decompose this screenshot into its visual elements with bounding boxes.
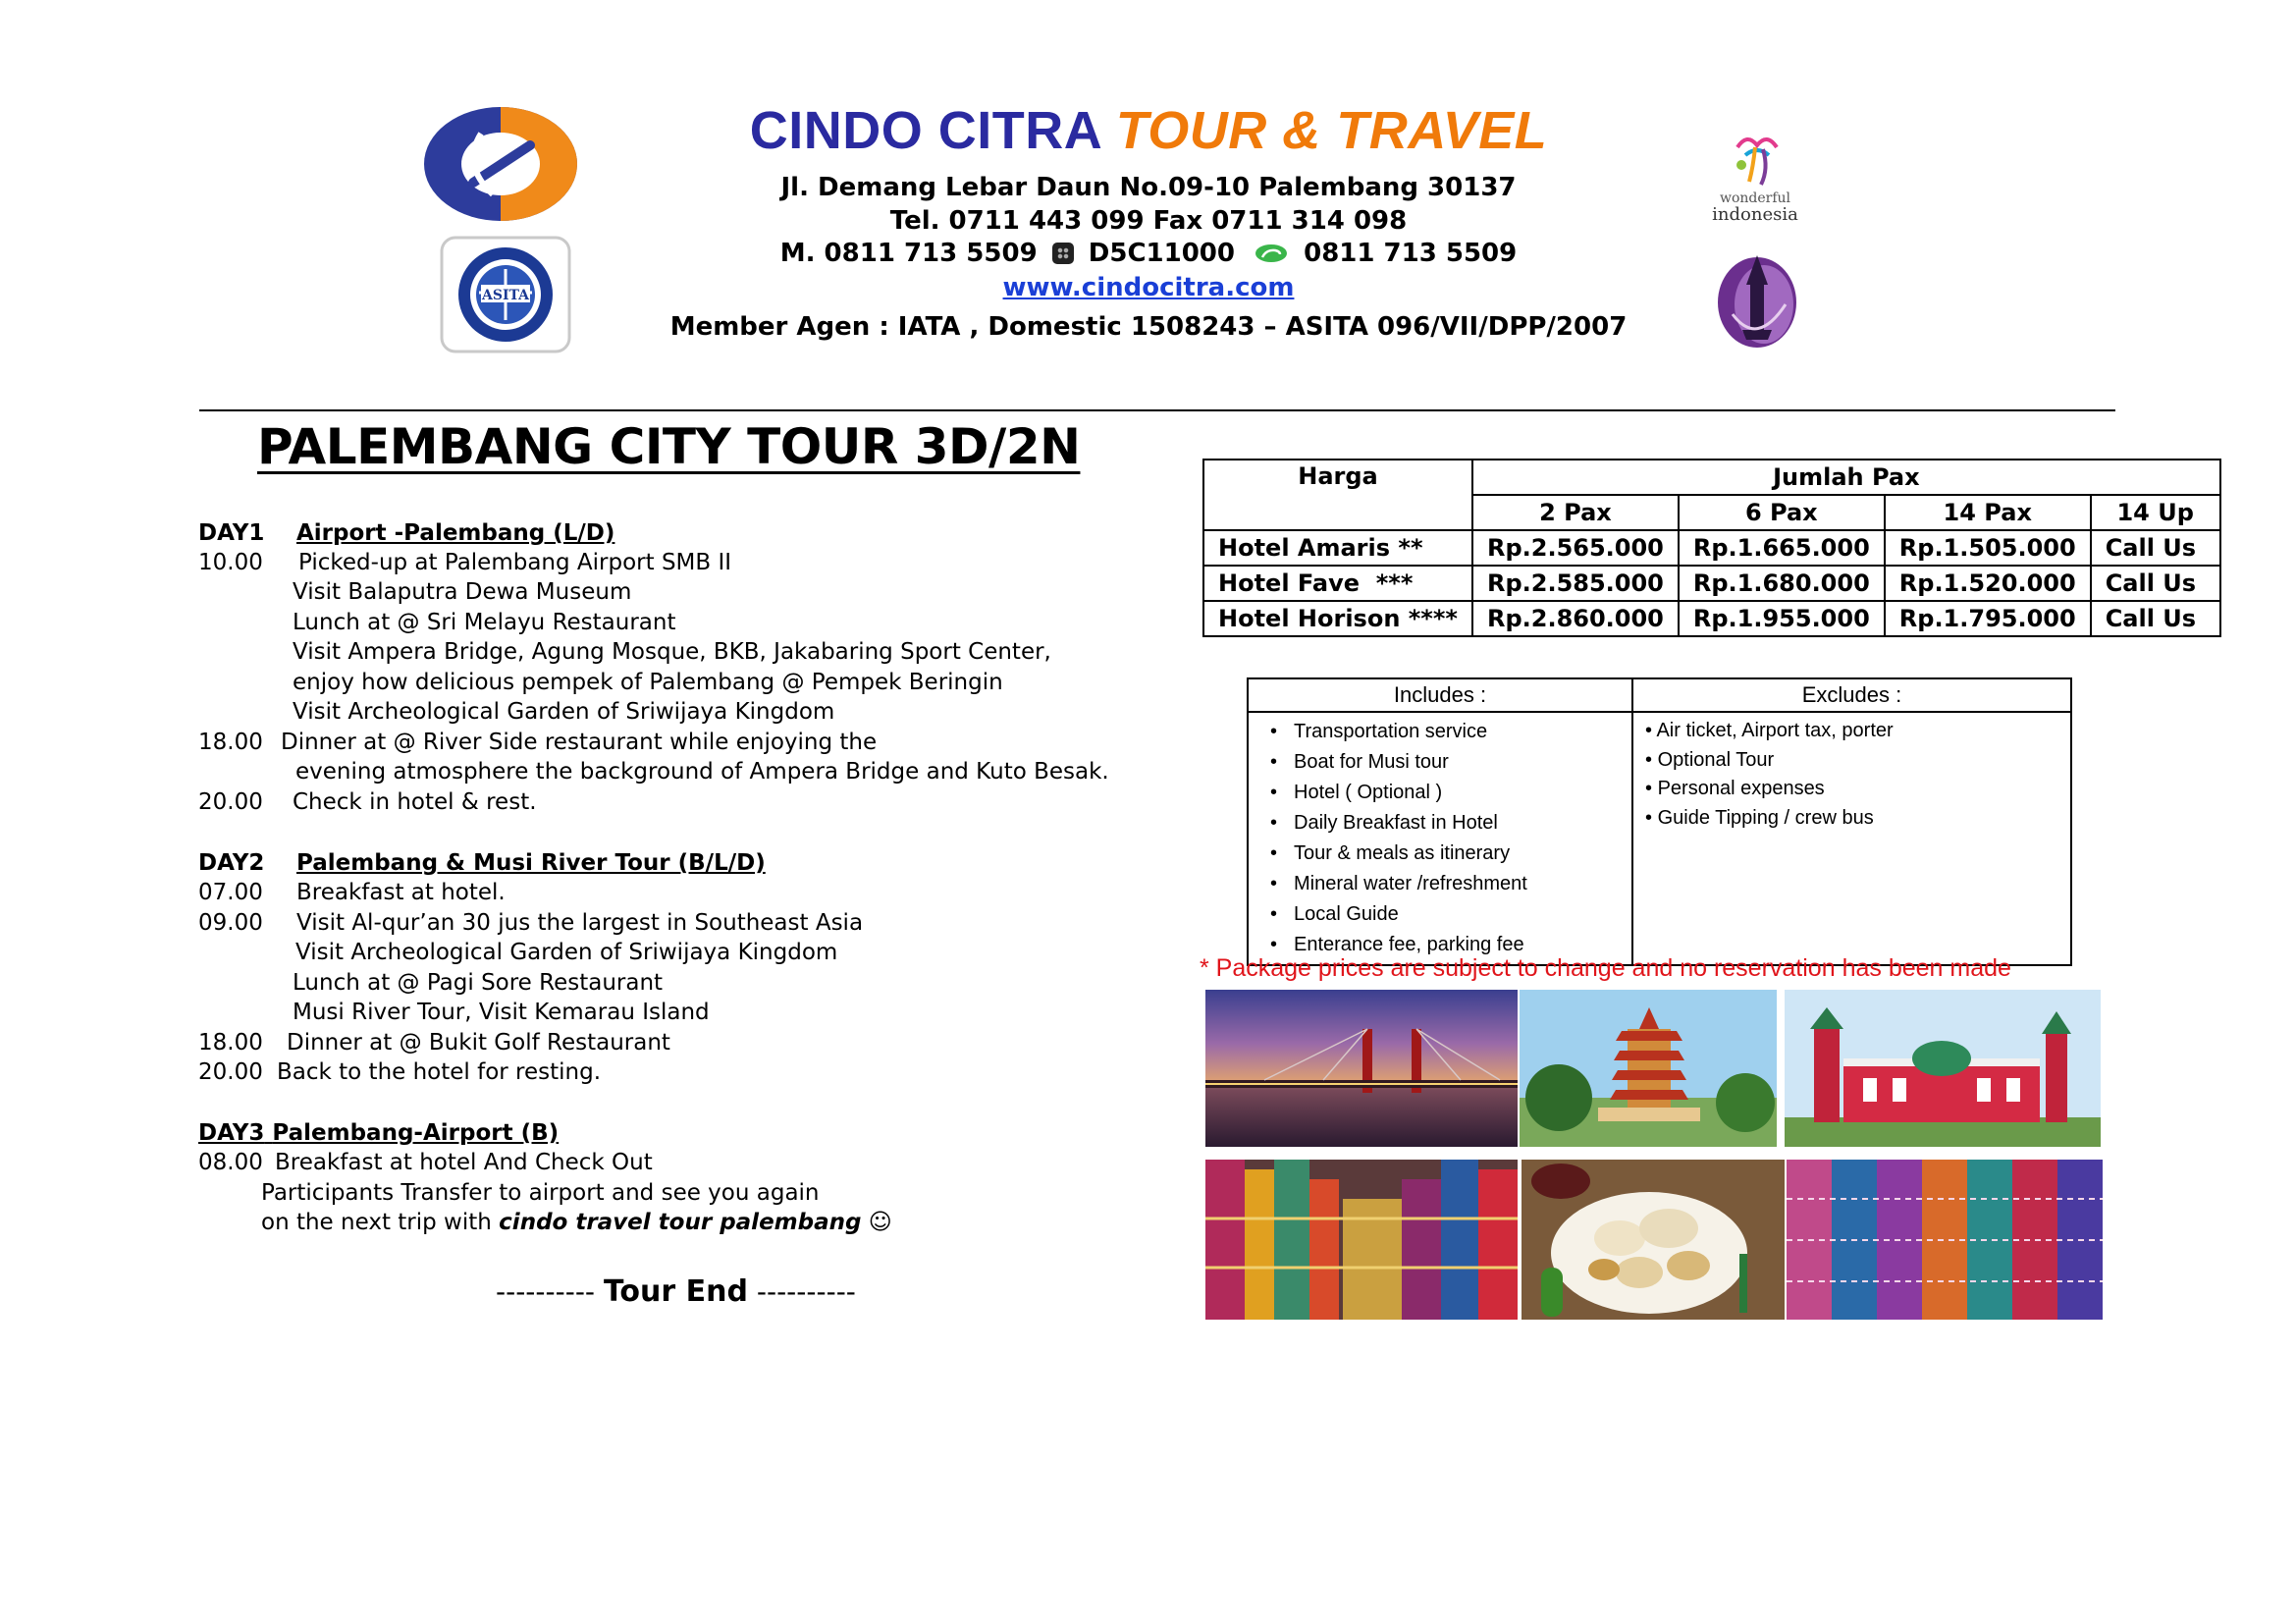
includes-header: Includes : xyxy=(1248,678,1632,712)
pax-header: 6 Pax xyxy=(1679,495,1885,530)
list-item: • Enterance fee, parking fee xyxy=(1270,934,1524,955)
whatsapp-icon xyxy=(1254,243,1289,264)
company-name xyxy=(667,100,1629,161)
price-cell: Rp.1.520.000 xyxy=(1885,566,2091,601)
itinerary-line: Lunch at @ Sri Melayu Restaurant xyxy=(293,610,676,635)
hotel-name: Hotel Amaris ** xyxy=(1203,530,1472,566)
day3-title: Palembang-Airport (B) xyxy=(272,1120,560,1146)
asita-logo xyxy=(438,234,573,355)
itinerary-line: 08.00 Breakfast at hotel And Check Out xyxy=(198,1150,653,1175)
list-item: • Air ticket, Airport tax, porter xyxy=(1645,720,1894,741)
itinerary-line: 09.00 Visit Al-qur’an 30 jus the largest in Southeast Asia xyxy=(198,910,864,936)
itinerary-line: enjoy how delicious pempek of Palembang @ Pempek Beringin xyxy=(293,670,1003,695)
blackberry-icon xyxy=(1052,243,1074,264)
list-item: • Optional Tour xyxy=(1645,748,1775,771)
palembang-emblem-logo xyxy=(1713,245,1801,352)
website-link[interactable]: www.cindocitra.com xyxy=(1002,273,1295,302)
list-item: • Transportation service xyxy=(1270,721,1488,742)
day2-label: DAY2 xyxy=(198,850,265,876)
header-divider xyxy=(199,409,2115,411)
closing-brand: cindo travel tour palembang xyxy=(499,1210,862,1235)
cindo-citra-logo xyxy=(422,104,579,224)
table-row xyxy=(1203,530,2220,566)
list-item: • Mineral water /refreshment xyxy=(1270,873,1527,894)
list-item: • Daily Breakfast in Hotel xyxy=(1270,812,1498,834)
price-cell: Rp.2.585.000 xyxy=(1472,566,1679,601)
price-cell: Rp.1.505.000 xyxy=(1885,530,2091,566)
day1-heading xyxy=(198,520,614,546)
excludes-list xyxy=(1645,717,2058,833)
tour-end: ---------- Tour End ---------- xyxy=(496,1274,856,1309)
bb-pin: D5C11000 xyxy=(1088,239,1235,268)
itinerary-line: Visit Ampera Bridge, Agung Mosque, BKB, Jakabaring Sport Center, xyxy=(293,639,1051,665)
itinerary-line: Musi River Tour, Visit Kemarau Island xyxy=(293,1000,710,1025)
wonderful-indonesia-logo xyxy=(1698,128,1816,226)
asita-logo-text: ASITA xyxy=(481,288,530,303)
itinerary-line: 10.00 Picked-up at Palembang Airport SMB II xyxy=(198,550,732,575)
day3-heading xyxy=(198,1120,559,1146)
itinerary-line: 07.00 Breakfast at hotel. xyxy=(198,880,506,905)
hotel-name: Hotel Horison **** xyxy=(1203,601,1472,636)
day2-title: Palembang & Musi River Tour (B/L/D) xyxy=(296,850,766,876)
hotel-name: Hotel Fave *** xyxy=(1203,566,1472,601)
list-item: • Boat for Musi tour xyxy=(1270,751,1449,773)
wonderful-logo-text: wonderful xyxy=(1719,190,1791,206)
company-name-accent: TOUR & TRAVEL xyxy=(1115,101,1548,160)
day2-heading xyxy=(198,850,766,876)
itinerary-line: Participants Transfer to airport and see you again xyxy=(261,1180,820,1206)
price-cell: Rp.1.665.000 xyxy=(1679,530,1885,566)
price-cell: Call Us xyxy=(2091,566,2220,601)
includes-list xyxy=(1260,717,1620,960)
pax-header: 14 Pax xyxy=(1885,495,2091,530)
company-phone: Tel. 0711 443 099 Fax 0711 314 098 xyxy=(889,206,1408,236)
price-cell: Rp.2.565.000 xyxy=(1472,530,1679,566)
pempek-photo xyxy=(1522,1160,1785,1320)
price-header-harga: Harga xyxy=(1203,460,1472,530)
list-item: • Tour & meals as itinerary xyxy=(1270,842,1511,864)
itinerary-line: 18.00 Dinner at @ Bukit Golf Restaurant xyxy=(198,1030,670,1056)
membership-info: Member Agen : IATA , Domestic 1508243 – ASITA 096/VII/DPP/2007 xyxy=(669,312,1628,342)
indonesia-logo-text: indonesia xyxy=(1712,204,1798,225)
company-name-main: CINDO CITRA xyxy=(749,101,1101,160)
list-item: • Local Guide xyxy=(1270,903,1399,925)
list-item: • Hotel ( Optional ) xyxy=(1270,782,1443,803)
mosque-photo xyxy=(1785,990,2101,1147)
itinerary-line: 20.00 Back to the hotel for resting. xyxy=(198,1059,602,1085)
smiley-icon: ☺ xyxy=(868,1210,892,1235)
price-cell: Call Us xyxy=(2091,601,2220,636)
day1-label: DAY1 xyxy=(198,520,265,546)
whatsapp-number: 0811 713 5509 xyxy=(1304,239,1518,268)
mobile-number: M. 0811 713 5509 xyxy=(779,239,1038,268)
itinerary-line: Lunch at @ Pagi Sore Restaurant xyxy=(293,970,664,996)
excludes-header: Excludes : xyxy=(1632,678,2071,712)
price-cell: Rp.1.680.000 xyxy=(1679,566,1885,601)
tour-title: PALEMBANG CITY TOUR 3D/2N xyxy=(257,418,1081,475)
price-disclaimer: * Package prices are subject to change and no reservation has been made xyxy=(1200,954,2011,982)
itinerary-line: 20.00 Check in hotel & rest. xyxy=(198,789,537,815)
price-cell: Rp.1.795.000 xyxy=(1885,601,2091,636)
itinerary-line: evening atmosphere the background of Ampera Bridge and Kuto Besak. xyxy=(295,759,1109,785)
price-cell: Rp.1.955.000 xyxy=(1679,601,1885,636)
itinerary-line: 18.00 Dinner at @ River Side restaurant while enjoying the xyxy=(198,730,878,755)
itinerary-line: Visit Archeological Garden of Sriwijaya Kingdom xyxy=(293,699,835,725)
list-item: • Guide Tipping / crew bus xyxy=(1645,806,1874,829)
songket-shop-photo xyxy=(1205,1160,1518,1320)
day3-label: DAY3 xyxy=(198,1120,265,1146)
itinerary-line: Visit Balaputra Dewa Museum xyxy=(293,579,632,605)
day1-title: Airport -Palembang (L/D) xyxy=(296,520,615,546)
company-mobile-line xyxy=(667,239,1629,268)
ampera-bridge-photo xyxy=(1205,990,1518,1147)
company-address: Jl. Demang Lebar Daun No.09-10 Palembang 30137 xyxy=(780,173,1517,202)
itinerary-line: on the next trip with cindo travel tour palembang ☺ xyxy=(261,1210,892,1235)
includes-excludes-table xyxy=(1247,677,2072,966)
price-header-jumlah: Jumlah Pax xyxy=(1472,460,2220,495)
pax-header: 14 Up xyxy=(2091,495,2220,530)
itinerary-line: Visit Archeological Garden of Sriwijaya Kingdom xyxy=(295,940,838,965)
pax-header: 2 Pax xyxy=(1472,495,1679,530)
price-cell: Call Us xyxy=(2091,530,2220,566)
price-cell: Rp.2.860.000 xyxy=(1472,601,1679,636)
table-row xyxy=(1203,566,2220,601)
price-table xyxy=(1202,459,2221,637)
list-item: • Personal expenses xyxy=(1645,778,1825,799)
pagoda-photo xyxy=(1520,990,1777,1147)
table-row xyxy=(1203,601,2220,636)
batik-fabric-photo xyxy=(1787,1160,2103,1320)
